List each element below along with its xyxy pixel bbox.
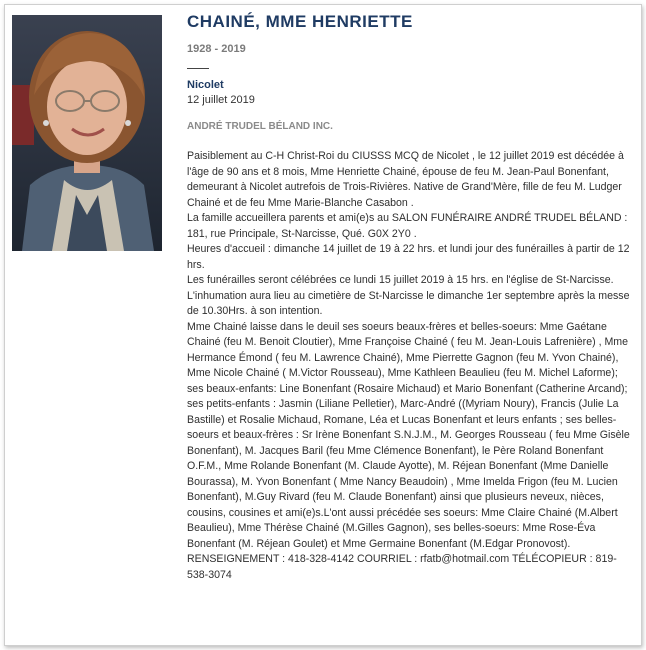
publication-date: 12 juillet 2019 <box>187 94 255 106</box>
paragraph-hours: Heures d'accueil : dimanche 14 juillet de 19 à 22 hrs. et lundi jour des funérailles à partir de 12 hrs. <box>187 243 630 271</box>
paragraph-salon: La famille accueillera parents et ami(e)s au SALON FUNÉRAIRE ANDRÉ TRUDEL BÉLAND : 181, rue Principale, St-Narcisse, Qué. G0X 2Y0 . <box>187 212 628 240</box>
portrait-photo <box>12 15 162 251</box>
paragraph-contact: RENSEIGNEMENT : 418-328-4142 COURRIEL : rfatb@hotmail.com TÉLÉCOPIEUR : 819-538-3074 <box>187 553 617 581</box>
deceased-name: CHAINÉ, MME HENRIETTE <box>187 12 413 31</box>
obituary-card <box>4 4 642 646</box>
funeral-home: ANDRÉ TRUDEL BÉLAND INC. <box>187 121 333 132</box>
paragraph-funeral: Les funérailles seront célébrées ce lundi 15 juillet 2019 à 15 hrs. en l'église de St-Narcisse. L'inhumation aura lieu au cimetière de St-Narcisse le dimanche 1er septembre après la messe de 10.30Hrs. à son intention. <box>187 274 630 317</box>
divider <box>187 68 209 69</box>
paragraph-family: Mme Chainé laisse dans le deuil ses soeurs beaux-frères et belles-soeurs: Mme Gaétane Chainé (feu M. Benoit Cloutier), Mme Françoise Chainé ( feu M. Jean-Louis Lafrenière) , Mme Hermance Émond ( feu M. Lawrence Chainé), Mme Pierrette Gagnon (feu M. Yvon Chainé), Mme Nicole Chainé ( M.Victor Rousseau), Mme Kathleen Beaulieu (feu M. Michel Laforme); ses beaux-enfants: Line Bonenfant (Rosaire Michaud) et Mario Bonenfant (Catherine Arcand); ses petits-enfants : Jasmin (Liliane Pelletier), Marc-André ((Myriam Noury), Francis (Julie La Bastille) et Rosalie Michaud, Romane, Léa et Lucas Bonenfant et leurs enfants ; ses belles-soeurs et beaux-frères : Sr Irène Bonenfant S.N.J.M., M. Georges Rousseau ( feu Mme Gisèle Bonenfant), M. Jacques Baril (feu Mme Clémence Bonenfant), le Père Roland Bonenfant O.F.M., Mme Rolande Bonenfant (M. Claude Ayotte), M. Réjean Bonenfant (Mme Danielle Bourassa), M. Yvon Bonenfant ( Mme Nancy Beaudoin) , Mme Imelda Frigon (feu M. Lucien Bonenfant), M.Guy Rivard (feu M. Claude Bonenfant) ainsi que plusieurs neveux, nièces, cousins, cousines et ami(e)s.L'ont aussi précédée ses soeurs: Mme Claire Chainé (M.Albert Beaulieu), Mme Thérèse Chainé (M.Gilles Gagnon), ses belles-soeurs: Mme Rose-Éva Bonenfant (M. Réjean Goulet) et Mme Germaine Bonenfant (M.Edgar Pronovost). <box>187 320 630 550</box>
portrait-illustration <box>12 15 162 251</box>
life-years: 1928 - 2019 <box>187 43 246 55</box>
location: Nicolet <box>187 79 224 91</box>
obituary-text <box>187 149 637 583</box>
paragraph-announcement: Paisiblement au C-H Christ-Roi du CIUSSS MCQ de Nicolet , le 12 juillet 2019 est décédée à l'âge de 90 ans et 8 mois, Mme Henriette Chainé, épouse de feu M. Jean-Paul Bonenfant, demeurant à Nicolet autrefois de Trois-Rivières. Native de Grand'Mère, fille de feu M. Ludger Chainé et de feu Mme Marie-Blanche Casabon . <box>187 150 624 209</box>
obituary-content <box>187 11 637 583</box>
